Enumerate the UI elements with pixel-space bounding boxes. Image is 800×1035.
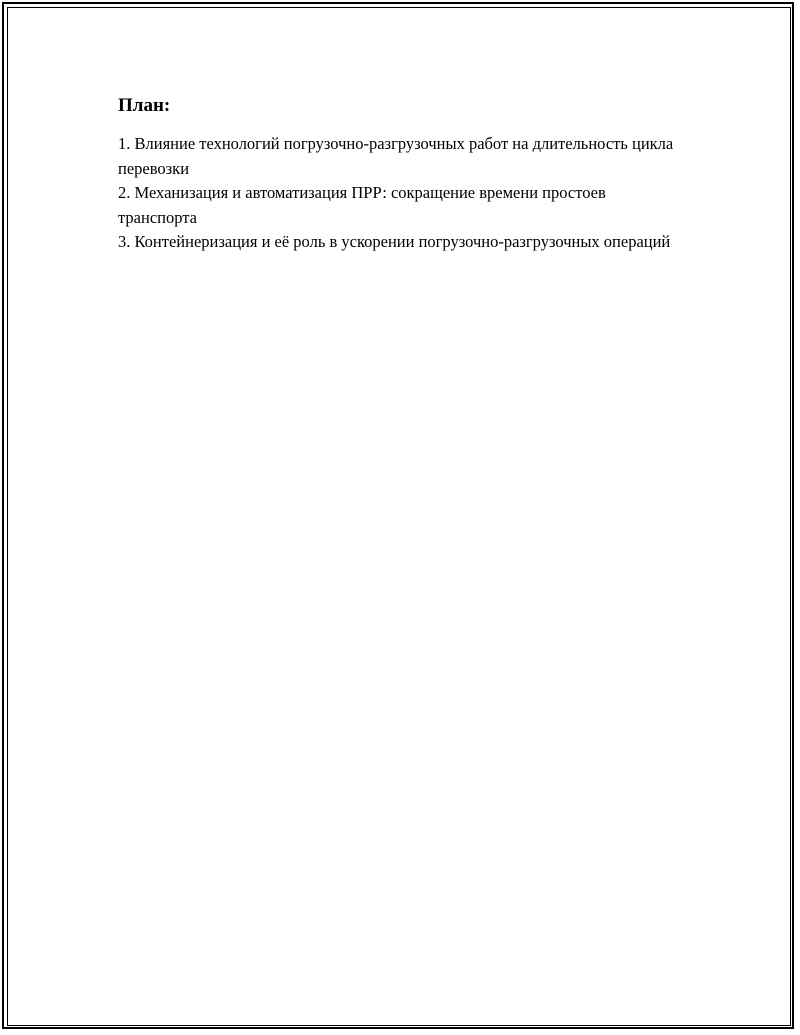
document-content — [118, 94, 678, 255]
plan-list — [118, 132, 678, 255]
plan-item-1: 1. Влияние технологий погрузочно-разгрузочных работ на длительность цикла перевозки — [118, 134, 674, 178]
plan-title: План: — [118, 95, 171, 116]
plan-item-2: 2. Механизация и автоматизация ПРР: сокращение времени простоев транспорта — [118, 183, 606, 227]
plan-item-3: 3. Контейнеризация и её роль в ускорении погрузочно-разгрузочных операций — [118, 232, 671, 251]
